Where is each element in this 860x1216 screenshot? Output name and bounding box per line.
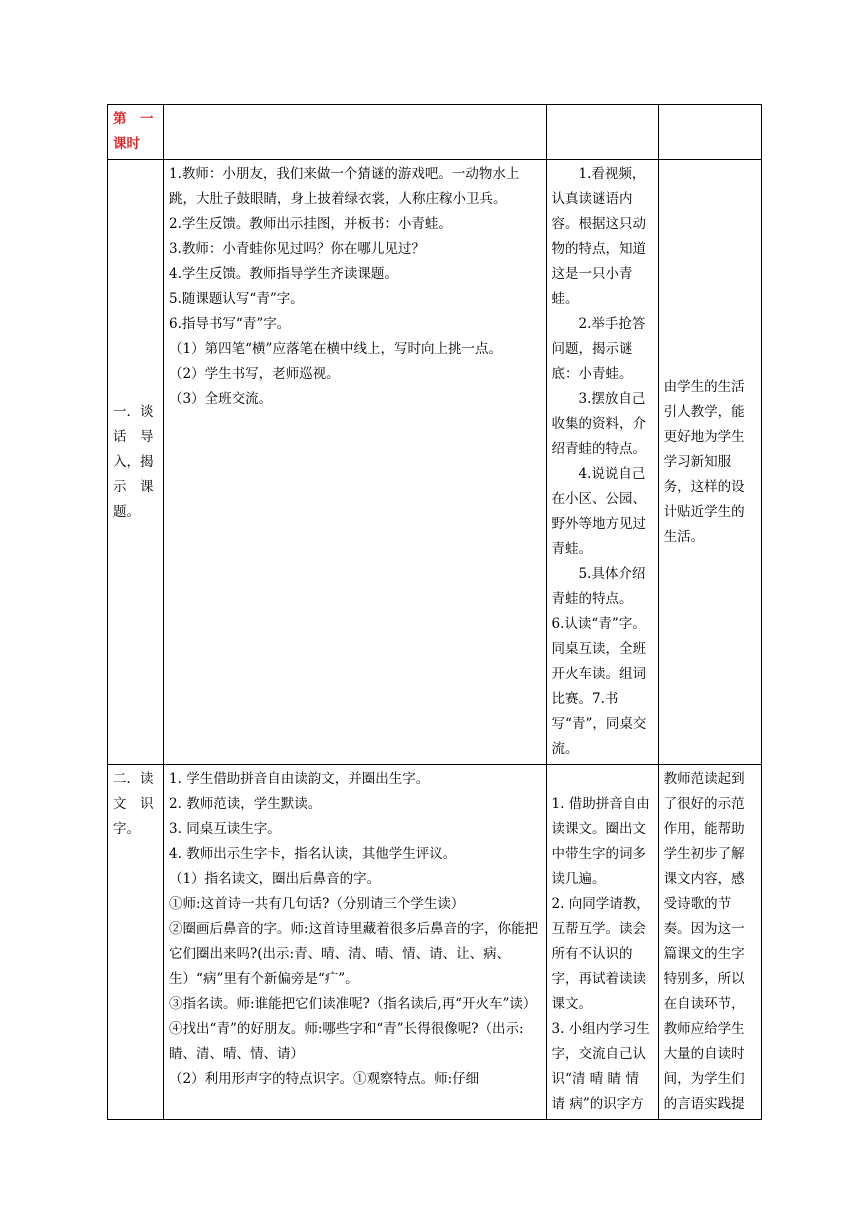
teacher-step: 3. 同桌互读生字。: [169, 821, 281, 837]
header-empty-cell: [546, 105, 658, 160]
teacher-step: 4.学生反馈。教师指导学生齐读课题。: [169, 266, 398, 282]
teacher-substep: （1）指名读文，圈出后鼻音的字。: [169, 871, 381, 887]
stage-cell: [108, 160, 164, 765]
table-row: [108, 160, 762, 765]
lesson-plan-table: [107, 104, 762, 1120]
teacher-substep: （2）学生书写，老师巡视。: [169, 366, 340, 382]
table-row: [108, 765, 762, 1120]
student-step: 2.举手抢答问题，揭示谜底：小青蛙。: [551, 316, 646, 382]
header-empty-cell: [658, 105, 761, 160]
teacher-substep: （3）全班交流。: [169, 391, 273, 407]
teacher-step: 2. 教师范读，学生默读。: [169, 796, 322, 812]
design-intent-text: 教师范读起到了很好的示范作用，能帮助学生初步了解课文内容，感受诗歌的节奏。因为这一篇课文的生字特别多，所以在自读环节，教师应给学生大量的自读时间，为学生们的言语实践提: [663, 771, 745, 1112]
teacher-substep: ②圈画后鼻音的字。师:这首诗里藏着很多后鼻音的字，你能把它们圈出来吗?(出示:青、晴、清、晴、情、请、让、病、生）“病”里有个新偏旁是“疒”。: [169, 921, 539, 987]
stage-cell: [108, 765, 167, 1120]
student-step: 1.看视频，认真读谜语内容。根据这只动物的特点，知道这是一只小青蛙。: [551, 166, 647, 307]
design-intent-cell: [658, 765, 761, 1120]
student-step: 5.具体介绍青蛙的特点。: [551, 566, 646, 607]
teacher-substep: （2）利用形声字的特点识字。①观察特点。师:仔细: [169, 1071, 480, 1087]
teacher-substep: ③指名读。师:谁能把它们读准呢?（指名读后,再“开火车”读）: [169, 996, 537, 1012]
header-empty-cell: [164, 105, 547, 160]
student-step: 1. 借助拼音自由读课文。圈出文中带生字的词多读几遍。: [551, 796, 650, 887]
teacher-step: 3.教师：小青蛙你见过吗？你在哪儿见过？: [169, 241, 425, 257]
design-intent-text: 由学生的生活引人教学，能更好地为学生学习新知服务，这样的设计贴近学生的生活。: [663, 378, 745, 545]
teacher-step: 5.随课题认写“青”字。: [169, 291, 304, 307]
student-step: 3.摆放自己收集的资料，介绍青蛙的特点。: [551, 391, 647, 457]
student-activity-cell: [546, 160, 658, 765]
stage-label: 一．谈话 导入，揭示 课题。: [113, 403, 154, 520]
table-header-row: [108, 105, 762, 160]
student-step: 2. 向同学请教，互帮互学。读会所有不认识的字，再试着读读课文。: [551, 896, 650, 1012]
student-step: 3. 小组内学习生字，交流自己认识“清 晴 睛 情 请 病”的识字方: [551, 1021, 650, 1112]
teacher-step: 2.学生反馈。教师出示挂图，并板书：小青蛙。: [169, 216, 452, 232]
student-activity-cell: [546, 765, 658, 1120]
teacher-substep: ①师:这首诗一共有几句话?（分别请三个学生读）: [169, 896, 465, 912]
student-step: 6.认读“青”字。同桌互读，全班开火车读。组词比赛。7.书写“青”，同桌交流。: [551, 616, 647, 757]
teacher-step: 6.指导书写“青”字。: [169, 316, 291, 332]
teacher-step: 1.教师：小朋友，我们来做一个猜谜的游戏吧。一动物水上跳，大肚子鼓眼睛，身上披着绿衣裳，人称庄稼小卫兵。: [169, 166, 520, 207]
teacher-substep: （1）第四笔“横”应落笔在横中线上，写时向上挑一点。: [169, 341, 502, 357]
lesson-period-label: 第 一课时: [108, 105, 164, 160]
teacher-step: 1. 学生借助拼音自由读韵文，并圈出生字。: [169, 771, 430, 787]
stage-label: 二．读 文 识字。: [113, 771, 167, 837]
teacher-activity-cell: [164, 765, 547, 1120]
teacher-substep: ④找出“青”的好朋友。师:哪些字和“青”长得很像呢?（出示:睛、清、晴、情、请）: [169, 1021, 524, 1062]
student-step: 4.说说自己在小区、公园、野外等地方见过青蛙。: [551, 466, 647, 557]
design-intent-cell: [658, 160, 761, 765]
teacher-step: 4. 教师出示生字卡，指名认读，其他学生评议。: [169, 846, 457, 862]
teacher-activity-cell: [164, 160, 547, 765]
